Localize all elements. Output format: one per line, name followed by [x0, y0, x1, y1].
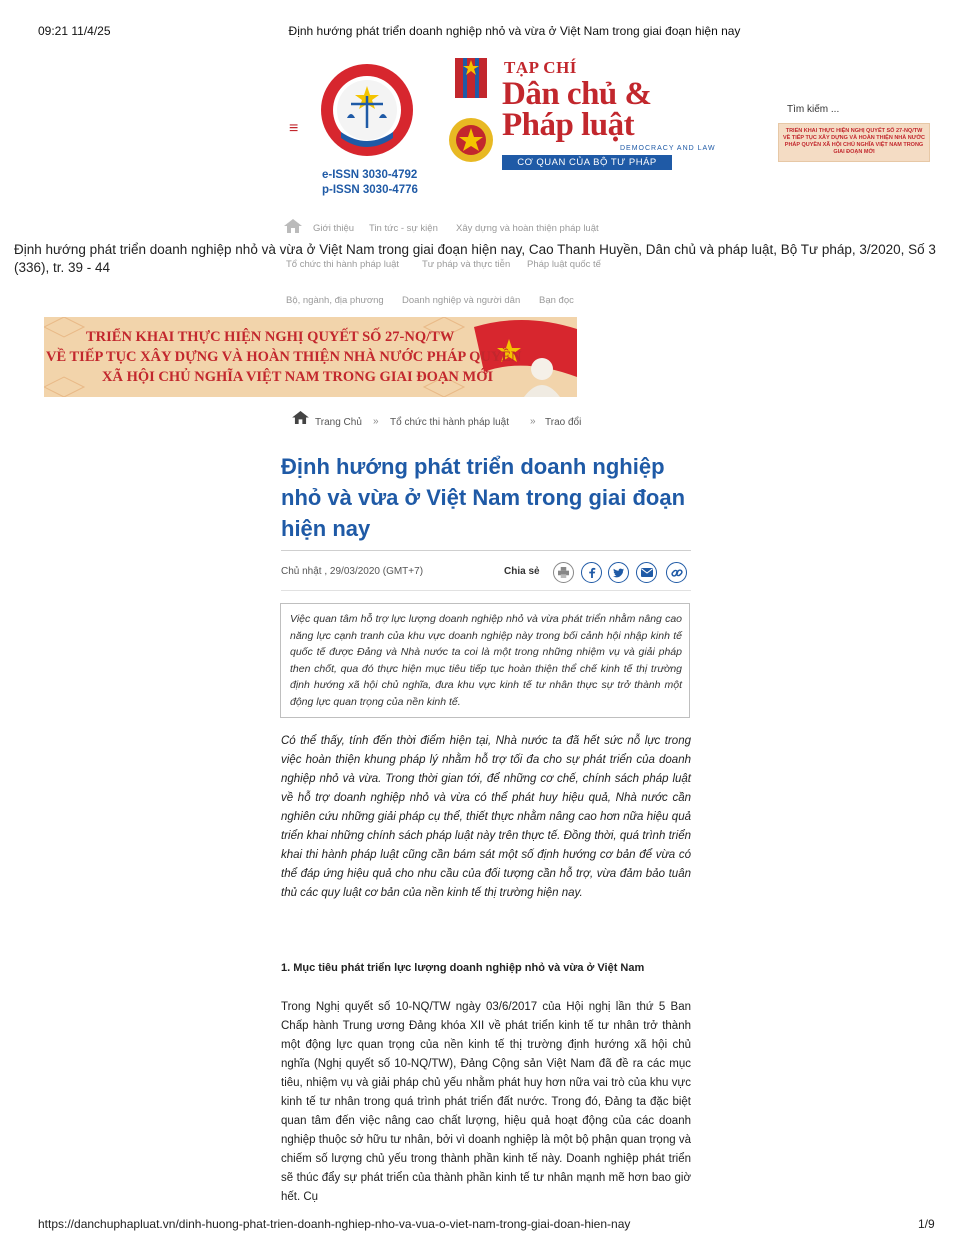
nav-doanh-nghiep[interactable]: Doanh nghiệp và người dân — [402, 295, 521, 306]
banner-line1: TRIỂN KHAI THỰC HIỆN NGHỊ QUYẾT SỐ 27-NQ/TW — [86, 329, 455, 345]
menu-icon[interactable]: ≡ — [289, 120, 299, 137]
nav-tu-phap-thuc-tien[interactable]: Tư pháp và thực tiễn — [422, 259, 511, 270]
brand-title-line2[interactable]: Pháp luật — [502, 107, 635, 143]
section-heading: 1. Mục tiêu phát triển lực lượng doanh nghiệp nhỏ và vừa ở Việt Nam — [281, 962, 645, 974]
article-paragraph: Trong Nghị quyết số 10-NQ/TW ngày 03/6/2017 của Hội nghị lần thứ 5 Ban Chấp hành Trung ương Đảng khóa XII về phát triển kinh tế tư nhân trở thành một động lực quan trọng của nền kinh tế thị trường định hướng xã hội chủ nghĩa (Nghị quyết số 10-NQ/TW), Đảng Cộng sản Việt Nam đã đề ra các mục tiêu, nhiệm vụ và giải pháp chủ yếu nhằm phát huy hơn nữa vai trò của khu vực kinh tế tư nhân trong quá trình phát triển đất nước. Trong đó, Đảng ta đặc biệt quan tâm đến việc nâng cao chất lượng, hiệu quả hoạt động của các doanh nghiệp thuộc sở hữu tư nhân, bởi vì doanh nghiệp là một bộ phận quan trọng và chiếm số lượng chủ yếu trong thành phần kinh tế này. Doanh nghiệp phát triển sẽ thúc đẩy sự phát triển của thành phần kinh tế tư nhân mạnh mẽ hơn bao giờ hết. Cụ — [281, 1001, 691, 1203]
breadcrumb-separator: » — [373, 416, 379, 427]
journal-label: TẠP CHÍ — [504, 58, 577, 77]
e-issn: e-ISSN 3030-4792 — [322, 169, 418, 181]
banner-line2: VỀ TIẾP TỤC XÂY DỰNG VÀ HOÀN THIỆN NHÀ NƯỚC PHÁP QUYỀN — [46, 349, 522, 365]
print-url: https://danchuphapluat.vn/dinh-huong-phat-trien-doanh-nghiep-nho-va-vua-o-viet-nam-trong-giai-doan-hien-nay — [38, 1217, 631, 1231]
nav-tin-tuc[interactable]: Tin tức - sự kiện — [369, 223, 438, 234]
breadcrumb-home-icon[interactable] — [292, 411, 309, 429]
breadcrumb-subcategory[interactable]: Trao đổi — [545, 417, 582, 428]
banner-line3: XÃ HỘI CHỦ NGHĨA VIỆT NAM TRONG GIAI ĐOẠN MỚI — [102, 369, 494, 385]
nav-ban-doc[interactable]: Bạn đọc — [539, 295, 574, 306]
breadcrumb-home[interactable]: Trang Chủ — [315, 417, 362, 428]
nav-gioi-thieu[interactable]: Giới thiệu — [313, 223, 355, 234]
brand-title-line1[interactable]: Dân chủ & — [502, 76, 652, 112]
article-intro: Có thể thấy, tính đến thời điểm hiện tại, Nhà nước ta đã hết sức nỗ lực trong việc hoàn thiện khung pháp lý nhằm hỗ trợ tối đa cho sự phát triển của doanh nghiệp nhỏ và vừa. Trong thời gian tới, để những cơ chế, chính sách pháp luật về hỗ trợ doanh nghiệp nhỏ và vừa có thể phát huy hiệu quả, Nhà nước cần nghiên cứu những giải pháp cụ thể, thiết thực nhằm nâng cao hơn nữa hiệu quả triển khai những chính sách pháp luật này trên thực tế. Đồng thời, quá trình triển khai thi hành pháp luật cũng cần bám sát một số định hướng cơ bản để vừa có thể đáp ứng hiệu quả cho nhu cầu của đối tượng cần hỗ trợ, vừa đảm bảo tuân thủ các quy luật cơ bản của nền kinh tế thị trường hiện nay. — [281, 735, 691, 899]
print-timestamp: 09:21 11/4/25 — [38, 24, 111, 38]
home-icon[interactable] — [284, 219, 302, 238]
p-issn: p-ISSN 3030-4776 — [322, 184, 418, 196]
print-page-number: 1/9 — [918, 1217, 935, 1231]
nav-phap-luat-quoc-te[interactable]: Pháp luật quốc tế — [527, 259, 601, 270]
breadcrumb-category[interactable]: Tổ chức thi hành pháp luật — [390, 417, 509, 428]
citation-text: Định hướng phát triển doanh nghiệp nhỏ và vừa ở Việt Nam trong giai đoạn hiện nay, Cao Thanh Huyền, Dân chủ và pháp luật, Bộ Tư pháp, 3/2020, Số 3 (336), tr. 39 - 44 — [14, 242, 936, 275]
breadcrumb-separator: » — [530, 416, 536, 427]
journal-emblem-logo[interactable] — [317, 58, 417, 173]
search-input[interactable]: Tìm kiếm ... — [787, 104, 840, 115]
twitter-icon[interactable] — [608, 562, 629, 583]
medal-icon — [443, 58, 499, 173]
divider — [281, 550, 691, 551]
article-title: Định hướng phát triển doanh nghiệp nhỏ và vừa ở Việt Nam trong giai đoạn hiện nay — [281, 454, 686, 541]
agency-label: CƠ QUAN CỦA BỘ TƯ PHÁP — [502, 155, 672, 170]
nav-xay-dung-phap-luat[interactable]: Xây dựng và hoàn thiện pháp luật — [456, 223, 599, 234]
divider — [281, 590, 691, 591]
share-label: Chia sẻ — [504, 566, 540, 577]
facebook-icon[interactable] — [581, 562, 602, 583]
nav-to-chuc-thi-hanh[interactable]: Tổ chức thi hành pháp luật — [286, 259, 400, 270]
email-icon[interactable] — [636, 562, 657, 583]
nav-bo-nganh[interactable]: Bộ, ngành, địa phương — [286, 295, 384, 306]
side-promo-banner[interactable] — [778, 123, 930, 162]
print-page-title: Định hướng phát triển doanh nghiệp nhỏ và vừa ở Việt Nam trong giai đoạn hiện nay — [288, 24, 741, 38]
article-date: Chủ nhật , 29/03/2020 (GMT+7) — [281, 566, 424, 577]
brand-tagline: DEMOCRACY AND LAW — [620, 145, 716, 152]
side-banner-text: TRIỂN KHAI THỰC HIỆN NGHỊ QUYẾT SỐ 27-NQ/TW VỀ TIẾP TỤC XÂY DỰNG VÀ HOÀN THIỆN NHÀ NƯỚC PHÁP QUYỀN XÃ HỘI CHỦ NGHĨA VIỆT NAM TRONG GIAI ĐOẠN MỚI — [783, 128, 925, 155]
copy-link-icon[interactable] — [666, 562, 687, 583]
promo-banner[interactable] — [44, 317, 577, 397]
article-lead: Việc quan tâm hỗ trợ lực lượng doanh nghiệp nhỏ và vừa phát triển nhằm nâng cao năng lực cạnh tranh của khu vực doanh nghiệp này trong bối cảnh hội nhập kinh tế quốc tế được Đảng và Nhà nước ta coi là một trong những nhiệm vụ và giải pháp then chốt, qua đó thực hiện mục tiêu tiếp tục hoàn thiện thể chế kinh tế thị trường định hướng xã hội chủ nghĩa, đưa khu vực kinh tế tư nhân thực sự trở thành một động lực quan trọng của nền kinh tế. — [290, 613, 682, 708]
print-icon[interactable] — [553, 562, 574, 583]
